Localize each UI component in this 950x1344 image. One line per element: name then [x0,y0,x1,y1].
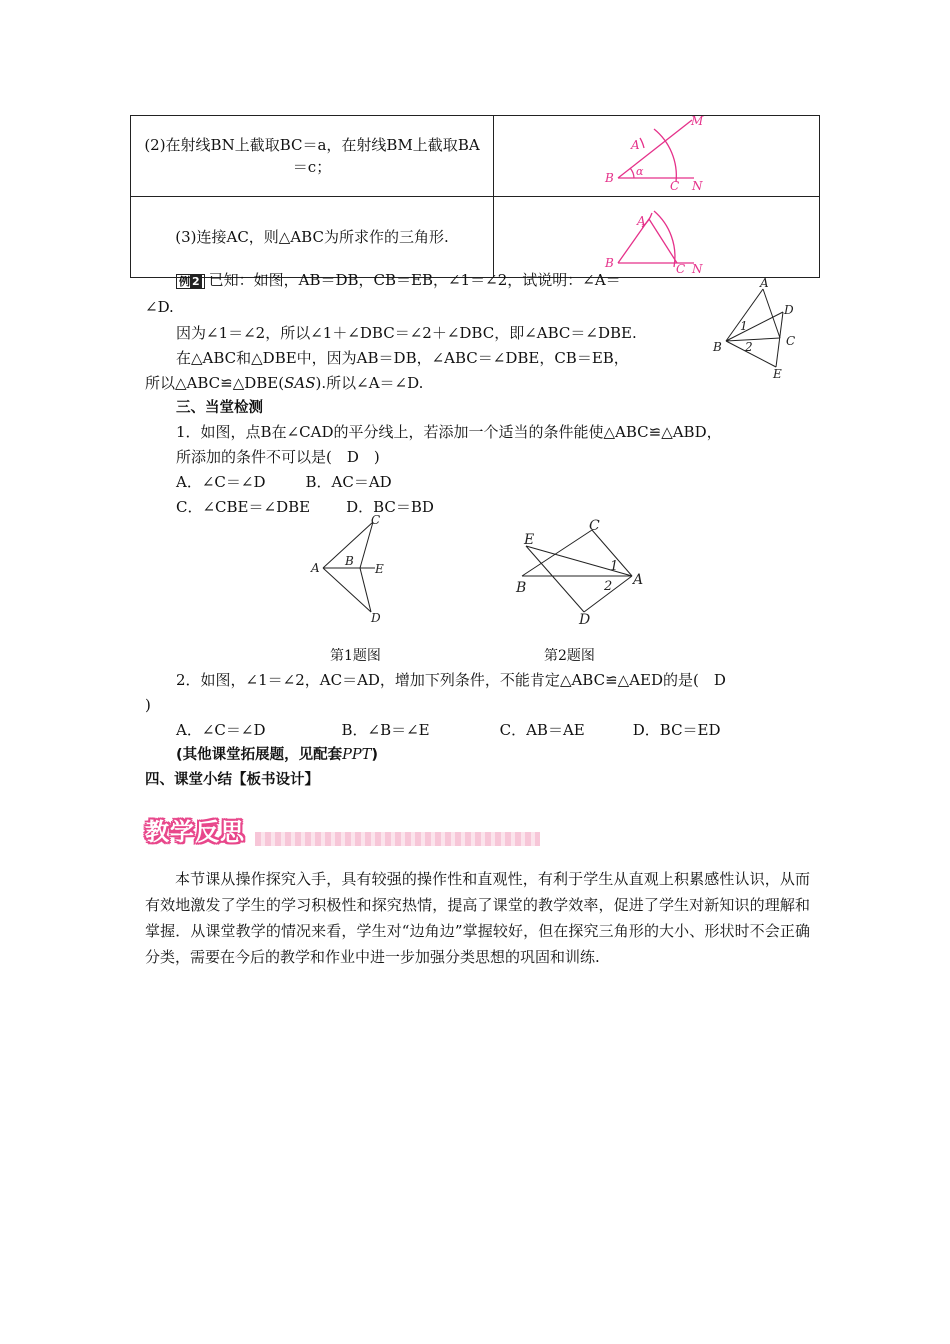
figure-2-caption: 第2题图 [544,648,595,664]
q2-options [176,719,841,741]
q1-line2: 所添加的条件不可以是( D ) [176,448,380,466]
arc-c [654,211,675,267]
example2-line1: 例 2 已知：如图，AB＝DB，CB＝EB，∠1＝∠2，试说明：∠A＝ [176,269,841,291]
q2-option-d: D．BC＝ED [632,721,721,739]
step-2-diagram [494,116,819,192]
table-row [131,116,820,197]
example2-figure [710,275,810,385]
ray-bm [618,120,692,178]
label-m: M [691,116,704,128]
construction-steps-table [130,115,820,278]
label-a: A [633,572,644,588]
label-b: B [605,171,614,185]
seg-bd [360,568,371,612]
label-b: B [516,580,527,596]
arc-a-small [640,138,644,148]
label-angle1: 1 [740,319,748,333]
step-3-figure [494,197,820,278]
example2-line5: 所以△ABC≌△DBE(SAS).所以∠A＝∠D. [145,374,424,392]
label-b: B [345,554,354,568]
label-angle2: 2 [604,579,613,594]
step-2-text: (2)在射线BN上截取BC＝a，在射线BM上截取BA＝c； [131,116,494,197]
label-d: D [579,612,591,627]
reflection-text: 本节课从操作探究入手，具有较强的操作性和直观性，有利于学生从直观上积累感性认识，从而有效地激发了学生的学习积极性和探究热情，提高了课堂的教学效率，促进了学生对新知识的理解和掌握．从课堂教学的情况来看，学生对“边角边”掌握较好，但在探究三角形的大小、形状时不会正确分类，需要在今后的教学和作业中进一步加强分类思想的巩固和训练. [145,870,810,966]
label-e: E [524,532,535,548]
seg-cb [360,522,373,568]
label-a: A [637,214,646,228]
q1-line1: 1．如图，点B在∠CAD的平分线上，若添加一个适当的条件能使△ABC≌△ABD， [176,423,722,441]
step-3-diagram [494,197,819,273]
section4-heading: 四、课堂小结【板书设计】 [145,772,319,788]
q1-option-b: B．AC＝AD [305,473,392,491]
q1-option-d: D．BC＝BD [346,498,434,516]
banner-stripe [255,832,540,846]
q2-option-a: A．∠C＝∠D [176,721,266,739]
example-tag: 例 2 [176,274,205,289]
q2-option-b: B．∠B＝∠E [341,721,430,739]
example2-line3: 因为∠1＝∠2，所以∠1＋∠DBC＝∠2＋∠DBC，即∠ABC＝∠DBE. [176,324,637,342]
step-3-text: (3)连接AC，则△ABC为所求作的三角形. [131,197,494,278]
label-b: B [713,340,722,354]
figure-1-caption: 第1题图 [330,648,381,664]
q1-option-a: A．∠C＝∠D [176,473,266,491]
figure-1 [305,512,395,627]
label-a: A [631,138,640,152]
extra-practice-note: (其他课堂拓展题，见配套PPT) [176,747,378,763]
label-alpha: α [636,165,644,178]
q1-options-ab [176,471,841,493]
seg-bc [726,338,780,341]
label-d: D [371,611,381,625]
example2-line2: ∠D. [145,298,174,316]
label-n: N [692,179,703,192]
seg-ed [526,546,584,612]
label-e: E [773,367,782,381]
label-a: A [760,276,769,290]
label-d: D [784,303,794,317]
label-c: C [670,179,680,192]
figure-2 [512,512,652,627]
q2-option-c: C．AB＝AE [499,721,585,739]
seg-de [776,312,783,367]
seg-ad [323,568,371,612]
seg-ba [726,289,763,341]
label-b: B [605,256,614,270]
label-c: C [676,262,686,273]
label-c: C [589,518,600,534]
section3-heading: 三、当堂检测 [176,400,263,416]
seg-bd [726,312,783,341]
q2-line1: 2．如图，∠1＝∠2，AC＝AD，增加下列条件，不能肯定△ABC≌△AED的是( D [176,671,726,689]
label-angle1: 1 [610,559,619,574]
reflection-title: 教学反思 [145,818,245,846]
table-row [131,197,820,278]
arc-c [654,129,676,182]
seg-ac [763,289,780,338]
reflection-banner [145,812,540,848]
label-n: N [692,262,703,273]
q1-option-c: C．∠CBE＝∠DBE [176,498,311,516]
label-e: E [375,562,384,576]
label-angle2: 2 [745,340,753,354]
example2-line4: 在△ABC和△DBE中，因为AB＝DB，∠ABC＝∠DBE，CB＝EB， [176,349,629,367]
label-c: C [371,513,381,527]
label-a: A [311,561,320,575]
q2-line2: ) [145,696,151,714]
step-2-figure [494,116,820,197]
label-c: C [786,334,796,348]
angle-alpha-arc [630,168,634,178]
q1-options-cd [176,496,841,518]
